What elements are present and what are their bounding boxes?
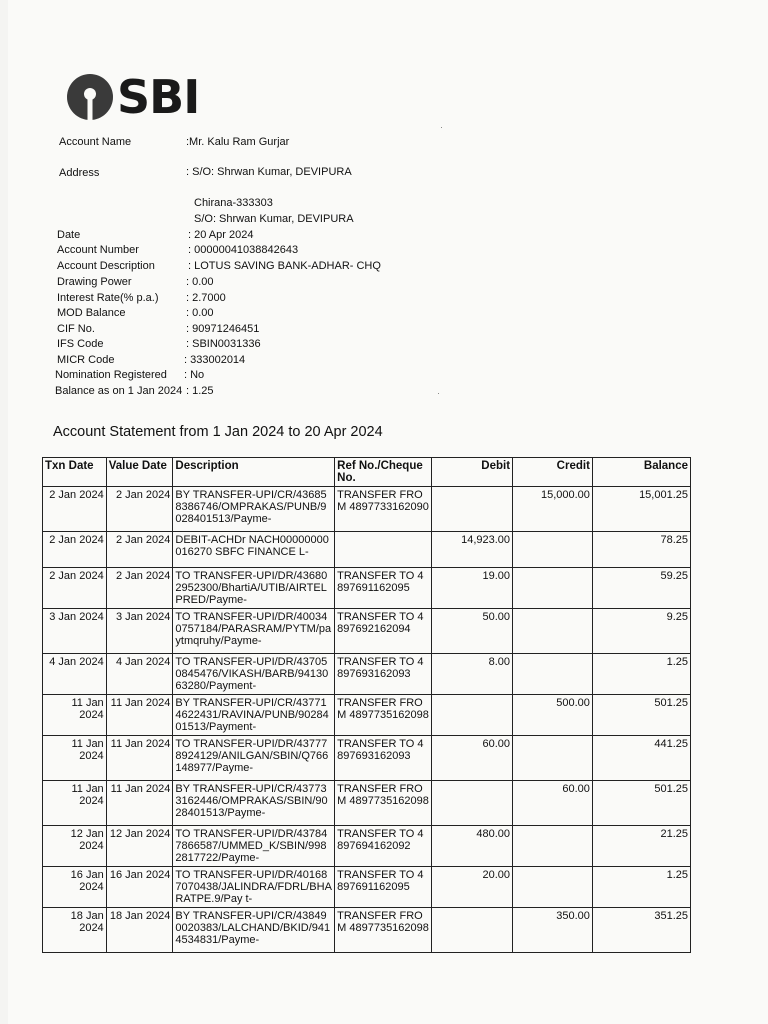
cell-value-date: 11 Jan 2024 bbox=[106, 695, 173, 736]
account-name-label: Account Name bbox=[59, 136, 132, 148]
transactions-table bbox=[42, 457, 691, 953]
cell-description: TO TRANSFER-UPI/DR/437847866587/UMMED_K/SBIN/9982817722/Payme- bbox=[173, 826, 335, 867]
table-row bbox=[43, 826, 691, 867]
mod-balance-value: : 0.00 bbox=[186, 307, 214, 319]
col-header-credit: Credit bbox=[513, 458, 593, 487]
cell-value-date: 16 Jan 2024 bbox=[106, 867, 173, 908]
cell-ref-no: TRANSFER FROM 4897735162098 bbox=[335, 695, 432, 736]
cif-value: : 90971246451 bbox=[186, 323, 260, 335]
cell-debit: 14,923.00 bbox=[432, 532, 513, 568]
micr-value: : 333002014 bbox=[184, 354, 246, 366]
cell-description: BY TRANSFER-UPI/CR/437714622431/RAVINA/PUNB/9028401513/Payment- bbox=[173, 695, 335, 736]
col-header-ref-no: Ref No./Cheque No. bbox=[335, 458, 432, 487]
table-row bbox=[43, 654, 691, 695]
cell-value-date: 2 Jan 2024 bbox=[106, 532, 173, 568]
cell-credit bbox=[513, 826, 593, 867]
date-value: : 20 Apr 2024 bbox=[188, 229, 254, 241]
cell-txn-date: 11 Jan 2024 bbox=[43, 695, 107, 736]
scan-speck: · bbox=[440, 122, 443, 132]
cell-debit: 480.00 bbox=[432, 826, 513, 867]
cell-value-date: 2 Jan 2024 bbox=[106, 487, 173, 532]
interest-rate-label: Interest Rate(% p.a.) bbox=[57, 292, 159, 304]
cell-credit bbox=[513, 867, 593, 908]
table-row bbox=[43, 908, 691, 953]
cell-ref-no: TRANSFER TO 4897691162095 bbox=[335, 867, 432, 908]
cell-description: BY TRANSFER-UPI/CR/437733162446/OMPRAKAS/SBIN/9028401513/Payme- bbox=[173, 781, 335, 826]
cell-debit bbox=[432, 908, 513, 953]
cell-balance: 59.25 bbox=[592, 568, 690, 609]
cell-balance: 15,001.25 bbox=[592, 487, 690, 532]
cell-txn-date: 3 Jan 2024 bbox=[43, 609, 107, 654]
col-header-value-date: Value Date bbox=[106, 458, 173, 487]
cell-ref-no bbox=[335, 532, 432, 568]
account-description-value: : LOTUS SAVING BANK-ADHAR- CHQ bbox=[188, 260, 381, 272]
cell-credit bbox=[513, 654, 593, 695]
col-header-description: Description bbox=[173, 458, 335, 487]
scan-speck: · bbox=[437, 388, 440, 398]
cell-value-date: 12 Jan 2024 bbox=[106, 826, 173, 867]
address-label: Address bbox=[59, 167, 100, 179]
sbi-wordmark: SBI bbox=[117, 70, 200, 124]
cell-ref-no: TRANSFER FROM 4897735162098 bbox=[335, 781, 432, 826]
cell-balance: 21.25 bbox=[592, 826, 690, 867]
cell-value-date: 18 Jan 2024 bbox=[106, 908, 173, 953]
sbi-keyhole-icon bbox=[65, 72, 115, 122]
table-row bbox=[43, 609, 691, 654]
transactions-body bbox=[43, 487, 691, 953]
cell-credit: 15,000.00 bbox=[513, 487, 593, 532]
cell-balance: 9.25 bbox=[592, 609, 690, 654]
cell-txn-date: 2 Jan 2024 bbox=[43, 568, 107, 609]
cell-credit bbox=[513, 736, 593, 781]
ifs-value: : SBIN0031336 bbox=[186, 338, 261, 350]
table-row bbox=[43, 532, 691, 568]
cell-ref-no: TRANSFER FROM 4897733162090 bbox=[335, 487, 432, 532]
col-header-balance: Balance bbox=[592, 458, 690, 487]
table-row bbox=[43, 695, 691, 736]
cell-value-date: 3 Jan 2024 bbox=[106, 609, 173, 654]
mod-balance-label: MOD Balance bbox=[57, 307, 126, 319]
cell-credit bbox=[513, 609, 593, 654]
cell-description: TO TRANSFER-UPI/DR/437778924129/ANILGAN/SBIN/Q766148977/Payme- bbox=[173, 736, 335, 781]
cell-value-date: 4 Jan 2024 bbox=[106, 654, 173, 695]
table-header-row bbox=[43, 458, 691, 487]
table-row bbox=[43, 568, 691, 609]
cell-credit: 500.00 bbox=[513, 695, 593, 736]
nomination-value: : No bbox=[184, 369, 205, 381]
cell-description: TO TRANSFER-UPI/DR/437050845476/VIKASH/BARB/9413063280/Payment- bbox=[173, 654, 335, 695]
cell-credit bbox=[513, 532, 593, 568]
cell-balance: 78.25 bbox=[592, 532, 690, 568]
statement-title: Account Statement from 1 Jan 2024 to 20 Apr 2024 bbox=[53, 424, 383, 440]
cell-txn-date: 4 Jan 2024 bbox=[43, 654, 107, 695]
cell-balance: 1.25 bbox=[592, 867, 690, 908]
cell-txn-date: 11 Jan 2024 bbox=[43, 781, 107, 826]
col-header-debit: Debit bbox=[432, 458, 513, 487]
cell-balance: 441.25 bbox=[592, 736, 690, 781]
cell-debit: 60.00 bbox=[432, 736, 513, 781]
ifs-label: IFS Code bbox=[57, 338, 104, 350]
col-header-txn-date: Txn Date bbox=[43, 458, 107, 487]
opening-balance-value: : 1.25 bbox=[186, 385, 214, 397]
address-line-1: : S/O: Shrwan Kumar, DEVIPURA bbox=[186, 166, 352, 178]
cell-value-date: 11 Jan 2024 bbox=[106, 781, 173, 826]
cell-ref-no: TRANSFER FROM 4897735162098 bbox=[335, 908, 432, 953]
nomination-label: Nomination Registered bbox=[55, 369, 167, 381]
sbi-logo bbox=[65, 72, 199, 122]
cell-debit bbox=[432, 487, 513, 532]
cell-description: BY TRANSFER-UPI/CR/438490020383/LALCHAND/BKID/9414534831/Payme- bbox=[173, 908, 335, 953]
cell-txn-date: 11 Jan 2024 bbox=[43, 736, 107, 781]
cell-debit bbox=[432, 695, 513, 736]
account-name-value: :Mr. Kalu Ram Gurjar bbox=[186, 136, 290, 148]
drawing-power-value: : 0.00 bbox=[186, 276, 214, 288]
cell-debit bbox=[432, 781, 513, 826]
cell-value-date: 2 Jan 2024 bbox=[106, 568, 173, 609]
cell-description: DEBIT-ACHDr NACH00000000016270 SBFC FINANCE L- bbox=[173, 532, 335, 568]
cell-ref-no: TRANSFER TO 4897693162093 bbox=[335, 736, 432, 781]
table-row bbox=[43, 487, 691, 532]
cell-debit: 50.00 bbox=[432, 609, 513, 654]
cell-debit: 8.00 bbox=[432, 654, 513, 695]
cell-ref-no: TRANSFER TO 4897692162094 bbox=[335, 609, 432, 654]
date-label: Date bbox=[57, 229, 81, 241]
address-line-3: S/O: Shrwan Kumar, DEVIPURA bbox=[194, 213, 354, 225]
table-row bbox=[43, 781, 691, 826]
interest-rate-value: : 2.7000 bbox=[186, 292, 226, 304]
cif-label: CIF No. bbox=[57, 323, 95, 335]
cell-debit: 20.00 bbox=[432, 867, 513, 908]
account-description-label: Account Description bbox=[57, 260, 155, 272]
address-line-2: Chirana-333303 bbox=[194, 197, 273, 209]
cell-txn-date: 2 Jan 2024 bbox=[43, 487, 107, 532]
drawing-power-label: Drawing Power bbox=[57, 276, 132, 288]
cell-balance: 1.25 bbox=[592, 654, 690, 695]
cell-credit: 60.00 bbox=[513, 781, 593, 826]
cell-txn-date: 18 Jan 2024 bbox=[43, 908, 107, 953]
cell-txn-date: 12 Jan 2024 bbox=[43, 826, 107, 867]
cell-debit: 19.00 bbox=[432, 568, 513, 609]
cell-value-date: 11 Jan 2024 bbox=[106, 736, 173, 781]
opening-balance-label: Balance as on 1 Jan 2024 bbox=[55, 385, 183, 397]
table-row bbox=[43, 736, 691, 781]
cell-balance: 501.25 bbox=[592, 695, 690, 736]
cell-ref-no: TRANSFER TO 4897693162093 bbox=[335, 654, 432, 695]
account-number-value: : 00000041038842643 bbox=[188, 244, 299, 256]
cell-credit: 350.00 bbox=[513, 908, 593, 953]
cell-ref-no: TRANSFER TO 4897691162095 bbox=[335, 568, 432, 609]
cell-txn-date: 2 Jan 2024 bbox=[43, 532, 107, 568]
table-row bbox=[43, 867, 691, 908]
account-number-label: Account Number bbox=[57, 244, 139, 256]
cell-balance: 501.25 bbox=[592, 781, 690, 826]
cell-ref-no: TRANSFER TO 4897694162092 bbox=[335, 826, 432, 867]
cell-description: TO TRANSFER-UPI/DR/400340757184/PARASRAM/PYTM/paytmqruhy/Payme- bbox=[173, 609, 335, 654]
cell-description: TO TRANSFER-UPI/DR/436802952300/BhartiA/UTIB/AIRTELPRED/Payme- bbox=[173, 568, 335, 609]
cell-description: BY TRANSFER-UPI/CR/436858386746/OMPRAKAS/PUNB/9028401513/Payme- bbox=[173, 487, 335, 532]
cell-balance: 351.25 bbox=[592, 908, 690, 953]
cell-description: TO TRANSFER-UPI/DR/401687070438/JALINDRA/FDRL/BHARATPE.9/Pay t- bbox=[173, 867, 335, 908]
cell-credit bbox=[513, 568, 593, 609]
micr-label: MICR Code bbox=[57, 354, 115, 366]
cell-txn-date: 16 Jan 2024 bbox=[43, 867, 107, 908]
